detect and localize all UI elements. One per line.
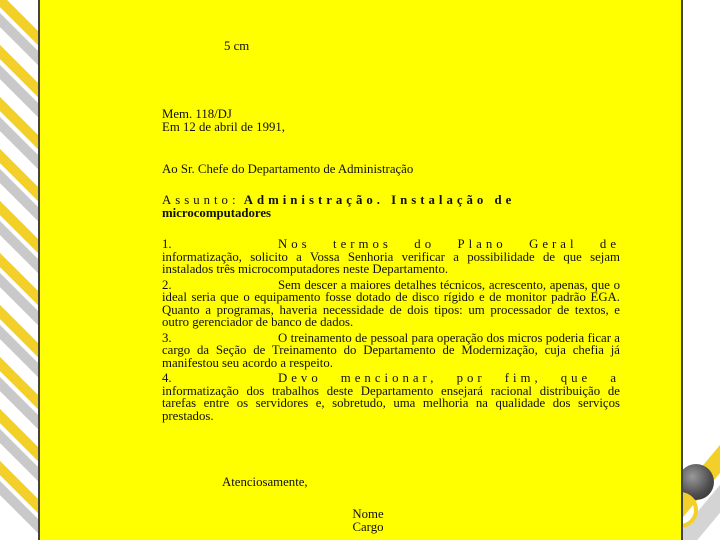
- signature-title: Cargo: [352, 520, 384, 534]
- margin-note: 5 cm: [224, 39, 250, 53]
- memo-reference: Mem. 118/DJ: [162, 107, 232, 121]
- subject-text-continued: microcomputadores: [162, 205, 271, 220]
- paragraph-text: acrescento, apenas, que o ideal seria que o equipamento fosse dotado de disco rígido e de monitor padrão EGA. Quanto a programas, haveria necessidade de dois tipos: um processador de textos, e outro gerenciador de banco de dados.: [162, 277, 621, 329]
- paragraph-lead: O treinamento de pessoal para operação dos: [278, 330, 505, 345]
- paragraph-lead: Nos termos do Plano Geral de: [278, 237, 620, 251]
- paragraph-number: 1.: [162, 237, 172, 251]
- paragraph-lead: Devo mencionar, por fim, que a: [278, 371, 620, 385]
- paragraph-1: [162, 238, 620, 276]
- paragraph-3: [162, 332, 620, 370]
- closing: Atenciosamente,: [222, 475, 308, 489]
- left-decorative-stripes: [0, 0, 40, 540]
- paragraph-number: 3.: [162, 330, 172, 345]
- paragraph-text: informatização, solicito a Vossa Senhoria verificar a possibilidade de que sejam instalados três microcomputadores neste Departamento.: [162, 249, 620, 276]
- memo-subject: [162, 194, 620, 219]
- paragraph-number: 2.: [162, 277, 172, 292]
- paragraph-text: micros poderia ficar a cargo da Seção de Treinamento do Departamento de Modernização, cuja chefia já manifestou seu acordo a respeito.: [162, 330, 620, 370]
- memo-date: Em 12 de abril de 1991,: [162, 119, 285, 134]
- subject-label: Assunto:: [162, 193, 240, 207]
- signature-block: [338, 508, 398, 534]
- subject-text: Administração. Instalação de: [243, 193, 516, 207]
- document-page: [38, 0, 683, 540]
- paragraph-2: [162, 279, 620, 329]
- paragraph-number: 4.: [162, 371, 172, 385]
- memo-body: [162, 238, 620, 422]
- memo-header: [162, 108, 620, 133]
- signature-name: Nome: [352, 507, 384, 521]
- paragraph-4: [162, 372, 620, 422]
- paragraph-lead: Sem descer a maiores detalhes técnicos,: [278, 277, 486, 292]
- paragraph-text: informatização dos trabalhos deste Departamento ensejará racional distribuição de tarefas entre os servidores e, sobretudo, uma melhoria na qualidade dos serviços prestados.: [162, 383, 620, 423]
- memo-recipient: Ao Sr. Chefe do Departamento de Administração: [162, 162, 414, 176]
